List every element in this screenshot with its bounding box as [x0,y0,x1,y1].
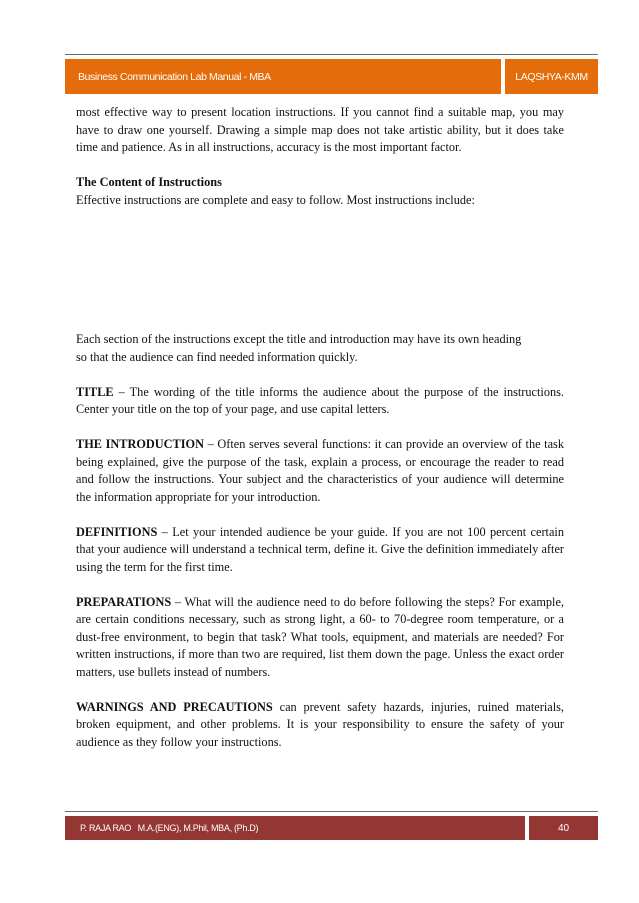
intro-paragraph: most effective way to present location instructions. If you cannot find a suitable map, you may have to draw one yourself. Drawing a simple map does not take artistic ability, but it does take time and patience. As in all instructions, accuracy is the most important factor. [76,105,564,154]
content-heading: The Content of Instructions [76,175,222,189]
warnings-text: can prevent safety hazards, injuries, ruined materials, broken equipment, and other problems. It is your responsibility to ensure the safety of your audience as they follow your instructions. [76,699,565,749]
page-footer [65,816,598,840]
introduction-paragraph [76,436,564,506]
definitions-term: DEFINITIONS [76,524,158,539]
definitions-paragraph [76,524,564,577]
page-content [76,104,564,769]
introduction-term: THE INTRODUCTION [76,437,204,451]
header-author: LAQSHYA-KMM [505,59,598,94]
title-text: – The wording of the title informs the audience about the purpose of the instructions. Center your title on the top of your page, and use capital letters. [76,384,564,416]
content-text: Effective instructions are complete and easy to follow. Most instructions include: [76,192,475,207]
header-title: Business Communication Lab Manual - MBA [65,59,501,94]
page-number: 40 [529,816,598,840]
content-section [76,174,564,209]
title-term: TITLE [76,384,114,399]
blank-figure-area [76,209,564,331]
definitions-text: – Let your intended audience be your guide. If you are not 100 percent certain that your audience will understand a technical term, define it. Give the definition immediately after using the term for the first time. [76,524,564,574]
warnings-paragraph [76,699,564,752]
page-header [65,59,598,94]
introduction-text: – Often serves several functions: it can provide an overview of the task being explained, give the purpose of the task, explain a process, or encourage the reader to read and follow the instructions. Your subject and the characteristics of your audience will determine the information appropriate for your introduction. [76,437,564,504]
preparations-paragraph [76,594,564,682]
footer-name: P. RAJA RAO M.A.(ENG), M.Phil, MBA, (Ph.D) [65,816,525,840]
warnings-term: WARNINGS AND PRECAUTIONS [76,699,273,714]
section-paragraph: Each section of the instructions except the title and introduction may have its own heading so that the audience can find needed information quickly. [76,332,522,364]
preparations-term: PREPARATIONS [76,594,172,609]
title-paragraph [76,384,564,419]
header-top-rule [65,54,598,55]
footer-top-rule [65,811,598,812]
preparations-text: – What will the audience need to do before following the steps? For example, are certain conditions necessary, such as strong light, a 60- to 70-degree room temperature, or a dust-free environment, to begin that task? What tools, equipment, and materials are needed? For written instructions, if more than two are required, list them down the page. Unless the exact order matters, use bullets instead of numbers. [76,594,564,679]
